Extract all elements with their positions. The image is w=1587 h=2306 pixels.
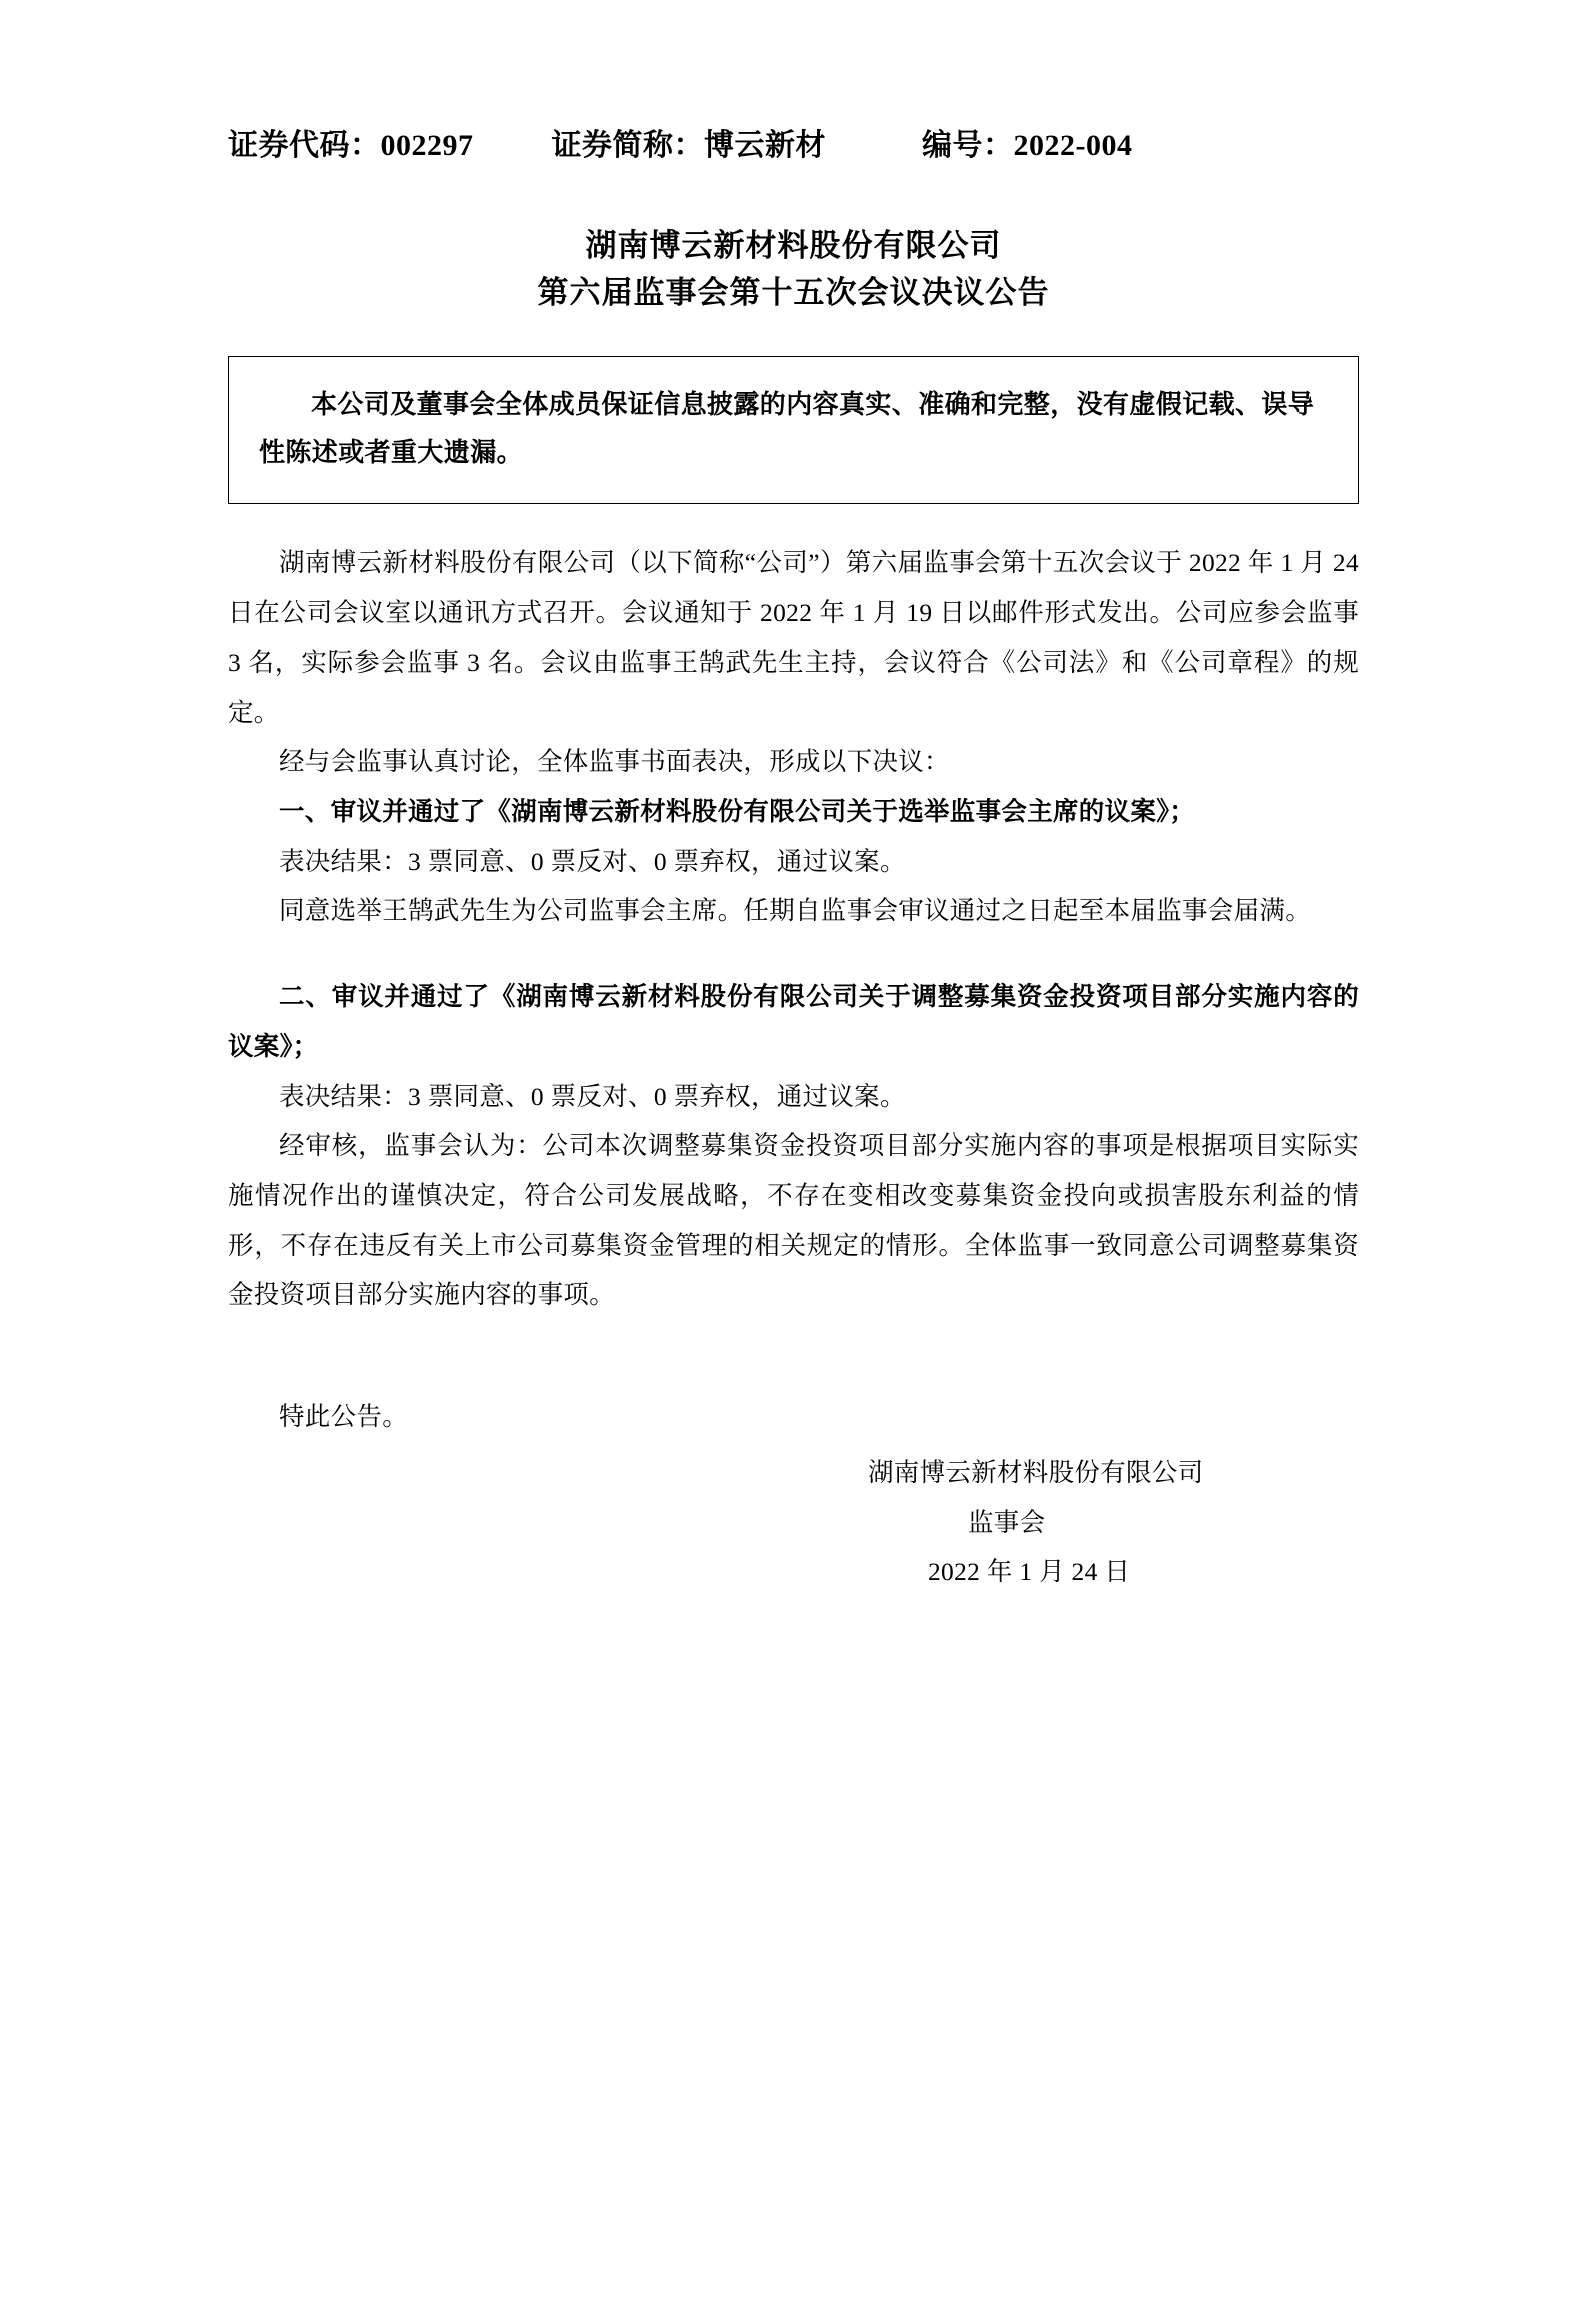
paragraph-resolution-intro: 经与会监事认真讨论，全体监事书面表决，形成以下决议： — [279, 747, 950, 777]
resolution-2-vote: 表决结果：3 票同意、0 票反对、0 票弃权，通过议案。 — [279, 1081, 906, 1111]
security-name: 证券简称：博云新材 — [551, 129, 826, 162]
security-code: 证券代码：002297 — [228, 129, 474, 162]
page-title-line1: 湖南博云新材料股份有限公司 — [585, 228, 1002, 263]
signature-block — [228, 1448, 1359, 1597]
closing-note: 特此公告。 — [279, 1402, 409, 1432]
resolution-2-text: 经审核，监事会认为：公司本次调整募集资金投资项目部分实施内容的事项是根据项目实际实施情况作出的谨慎决定，符合公司发展战略，不存在变相改变募集资金投向或损害股东利益的情形，不存在违反有关上市公司募集资金管理的相关规定的情形。全体监事一致同意公司调整募集资金投资项目部分实施内容的事项。 — [228, 1131, 1359, 1310]
resolution-1-text: 同意选举王鹄武先生为公司监事会主席。任期自监事会审议通过之日起至本届监事会届满。 — [279, 896, 1312, 926]
paragraph-meeting-info: 湖南博云新材料股份有限公司（以下简称“公司”）第六届监事会第十五次会议于 2022 年 1 月 24 日在公司会议室以通讯方式召开。会议通知于 2022 年 1 月 19 日以邮件形式发出。公司应参会监事 3 名，实际参会监事 3 名。会议由监事王鹄武先生主持，会议符合《公司法》和《公司章程》的规定。 — [228, 548, 1359, 727]
page-title-line2: 第六届监事会第十五次会议决议公告 — [537, 275, 1050, 311]
page-title — [228, 222, 1359, 316]
resolution-1-title: 一、审议并通过了《湖南博云新材料股份有限公司关于选举监事会主席的议案》； — [279, 797, 1196, 826]
signature-date: 2022 年 1 月 24 日 — [928, 1557, 1131, 1587]
document-body — [228, 538, 1359, 1442]
disclaimer-text: 本公司及董事会全体成员保证信息披露的内容真实、准确和完整，没有虚假记载、误导性陈述或者重大遗漏。 — [259, 390, 1315, 468]
resolution-2-title: 二、审议并通过了《湖南博云新材料股份有限公司关于调整募集资金投资项目部分实施内容的议案》； — [228, 982, 1359, 1061]
resolution-1-vote: 表决结果：3 票同意、0 票反对、0 票弃权，通过议案。 — [279, 846, 906, 876]
signature-company: 湖南博云新材料股份有限公司 — [868, 1457, 1204, 1487]
signature-organ: 监事会 — [968, 1507, 1046, 1537]
document-header — [228, 120, 1359, 164]
disclaimer-box — [228, 356, 1359, 504]
announcement-number: 编号：2022-004 — [922, 129, 1133, 162]
